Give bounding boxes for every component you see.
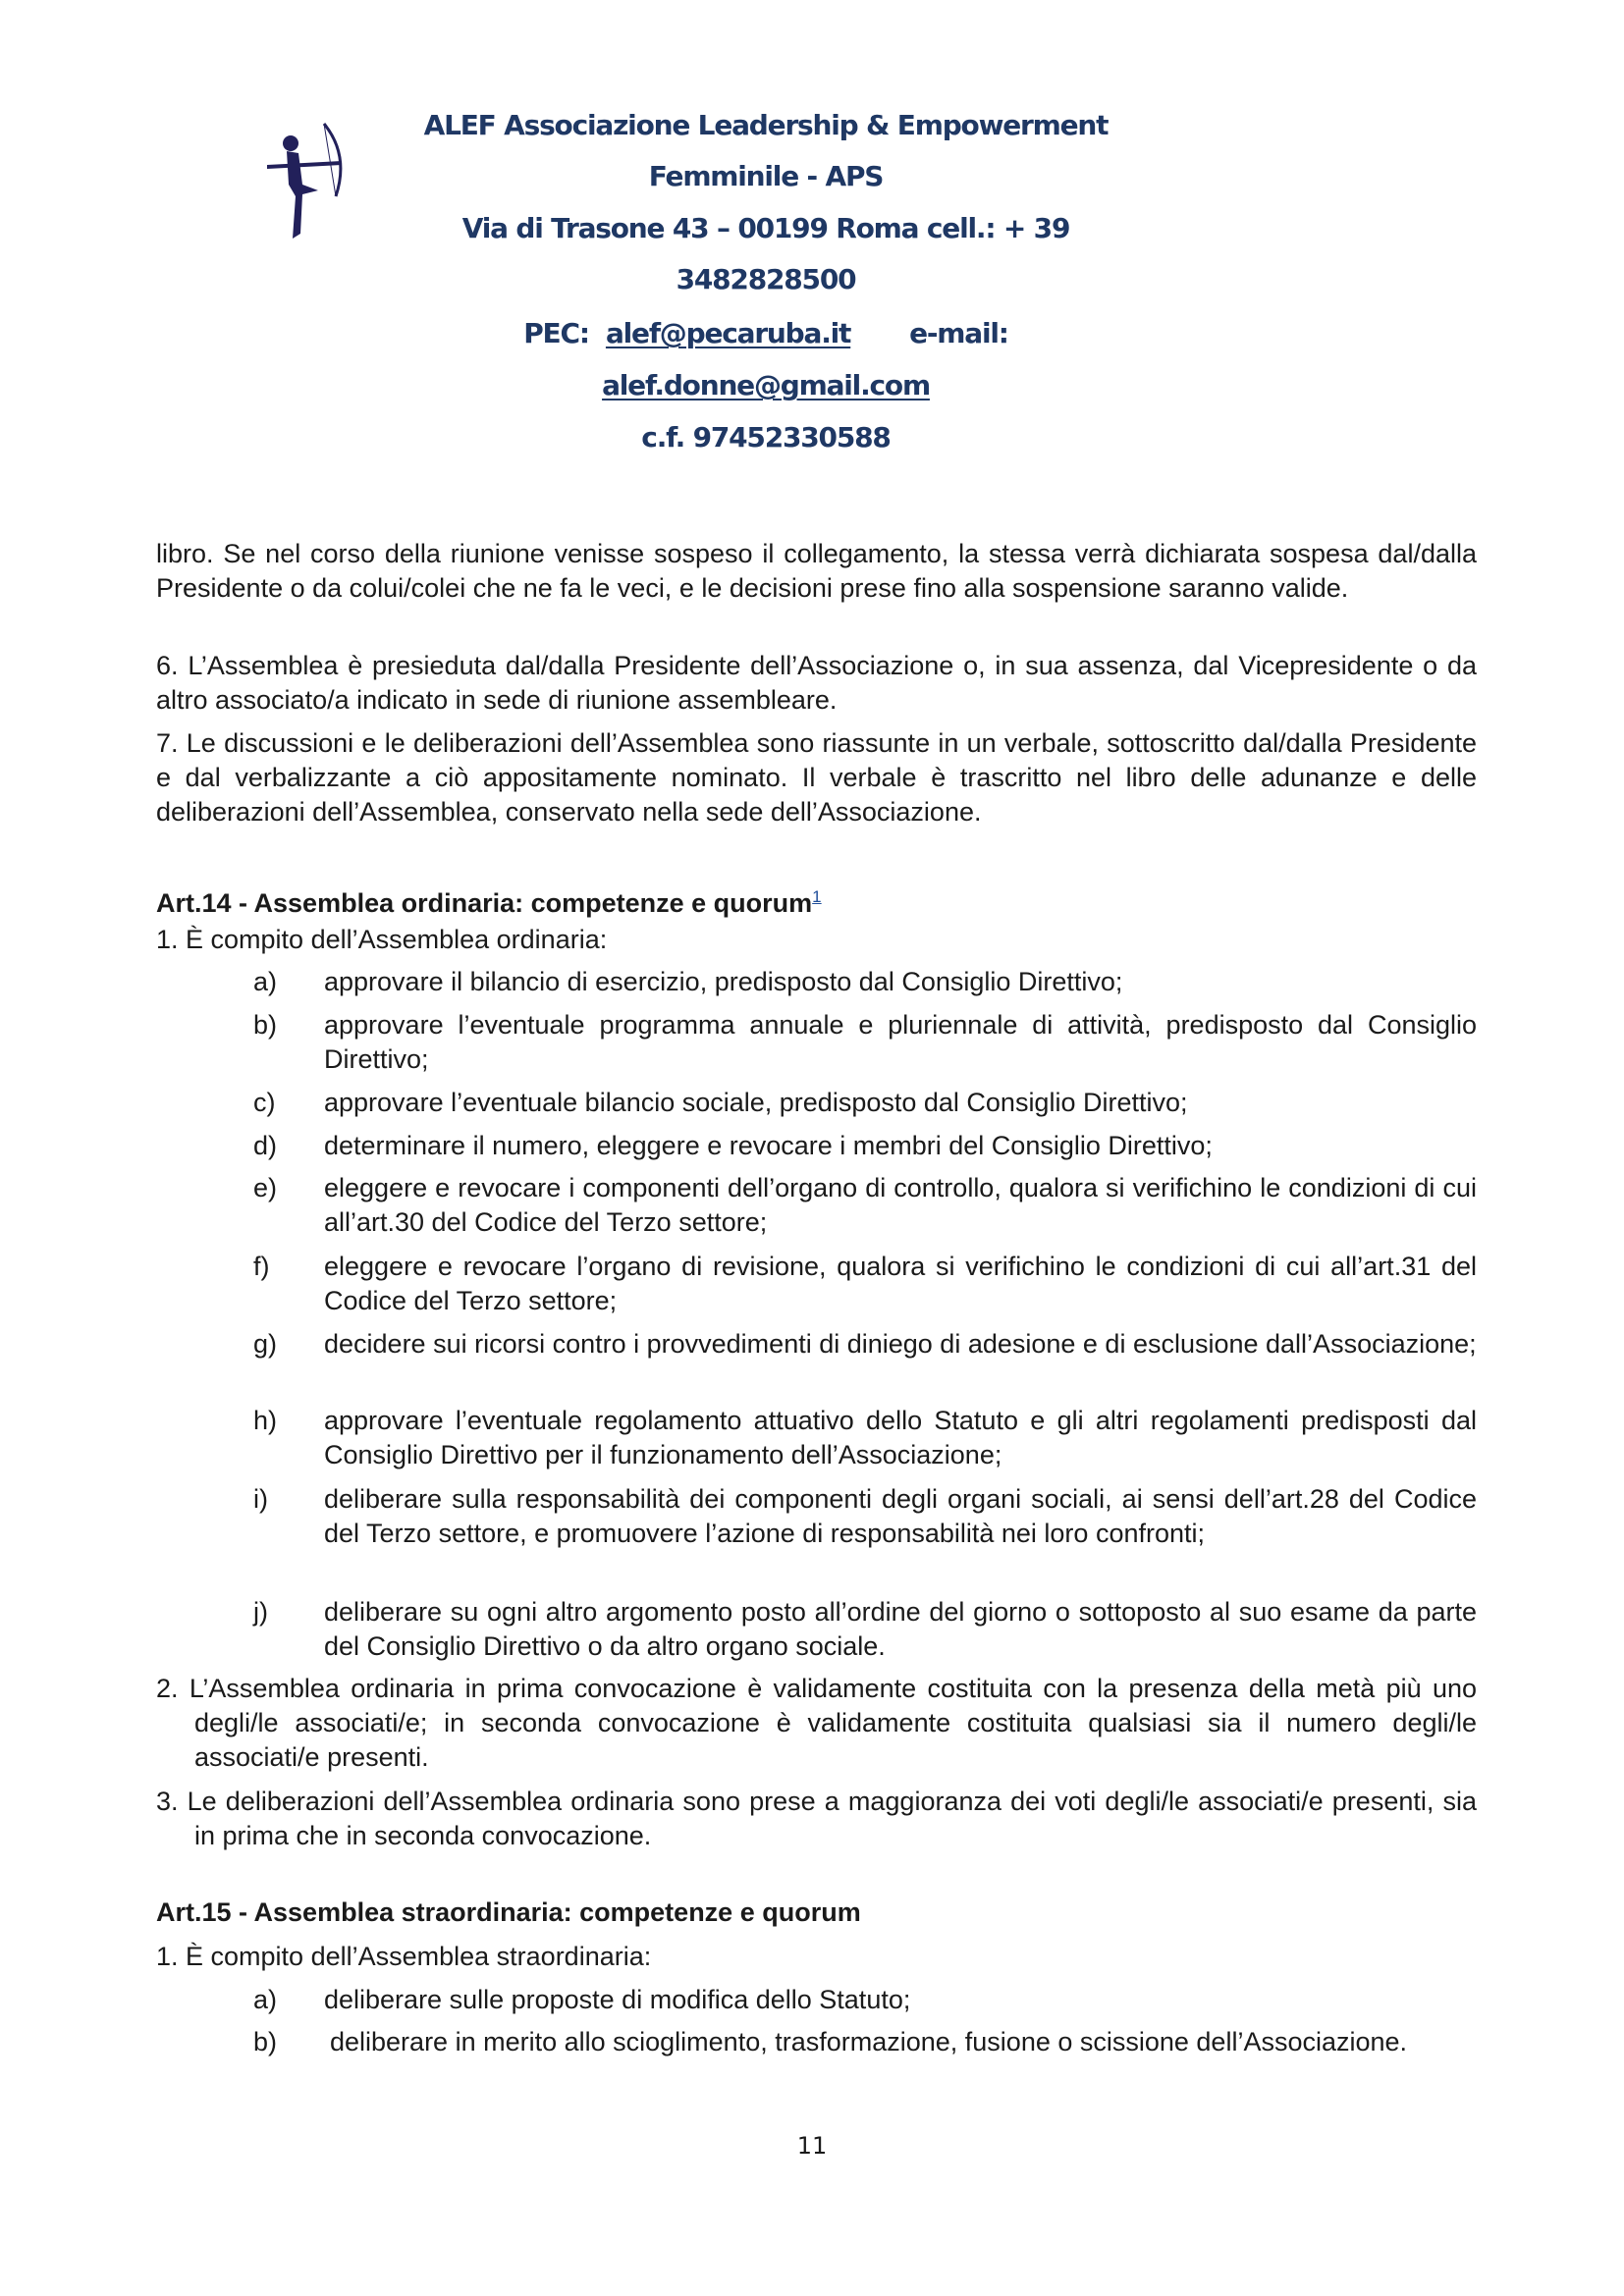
list-item-text: approvare l’eventuale regolamento attuativo dello Statuto e gli altri regolamenti predisposti dal Consiglio Direttivo per il funzionamento dell’Associazione; — [324, 1406, 1477, 1469]
archer-logo-icon — [263, 116, 352, 243]
art15-heading: Art.15 - Assemblea straordinaria: competenze e quorum — [156, 1897, 861, 1927]
list-item-label: a) — [253, 1985, 278, 2014]
list-item-label: b) — [253, 2027, 278, 2056]
art14-heading — [156, 880, 822, 921]
list-item-text: eleggere e revocare i componenti dell’organo di controllo, qualora si verifichino le condizioni di cui all’art.30 del Codice del Terzo settore; — [324, 1173, 1477, 1237]
list-item-text: deliberare su ogni altro argomento posto all’ordine del giorno o sottoposto al suo esame da parte del Consiglio Direttivo o da altro organo sociale. — [324, 1597, 1477, 1661]
art14-heading-text: Art.14 - Assemblea ordinaria: competenze e quorum — [156, 888, 813, 918]
art14-paragraph-3: 3. Le deliberazioni dell’Assemblea ordinaria sono prese a maggioranza dei voti degli/le associati/e presenti, sia in prima che in seconda convocazione. — [156, 1787, 1477, 1850]
list-item-text: eleggere e revocare l’organo di revisione, qualora si verifichino le condizioni di cui all’art.31 del Codice del Terzo settore; — [324, 1252, 1477, 1315]
list-item-text: approvare l’eventuale programma annuale e pluriennale di attività, predisposto dal Consiglio Direttivo; — [324, 1010, 1477, 1074]
list-item-text: deliberare in merito allo scioglimento, trasformazione, fusione o scissione dell’Associazione. — [330, 2027, 1408, 2056]
paragraph-continued: libro. Se nel corso della riunione venisse sospeso il collegamento, la stessa verrà dichiarata sospesa dal/dalla Presidente o da colui/colei che ne fa le veci, e le decisioni prese fino alla sospensione saranno valide. — [156, 539, 1477, 603]
email-link[interactable]: alef.donne@gmail.com — [602, 369, 930, 401]
list-item-label: d) — [253, 1131, 278, 1160]
list-item-text: decidere sui ricorsi contro i provvedimenti di diniego di adesione e di esclusione dall’Associazione; — [324, 1329, 1477, 1359]
list-item-label: h) — [253, 1406, 278, 1435]
address-line: Via di Trasone 43 – 00199 Roma cell.: + 39 — [461, 212, 1070, 244]
footnote-ref[interactable]: 1 — [812, 887, 822, 906]
list-item-label: f) — [253, 1252, 270, 1281]
pec-label: PEC: — [523, 317, 589, 349]
list-item-label: j) — [253, 1597, 268, 1627]
list-item-label: c) — [253, 1088, 276, 1117]
art14-intro: 1. È compito dell’Assemblea ordinaria: — [156, 925, 608, 954]
art15-intro: 1. È compito dell’Assemblea straordinaria: — [156, 1942, 652, 1971]
org-name-line2: Femminile - APS — [648, 160, 884, 192]
pec-line — [373, 314, 1159, 353]
email-line — [373, 366, 1159, 405]
list-item-label: g) — [253, 1329, 278, 1359]
email-label: e-mail: — [909, 317, 1008, 349]
tax-code: c.f. 97452330588 — [641, 421, 891, 454]
list-item-text: determinare il numero, eleggere e revocare i membri del Consiglio Direttivo; — [324, 1131, 1213, 1160]
list-item-label: a) — [253, 967, 278, 996]
pec-link[interactable]: alef@pecaruba.it — [605, 317, 851, 349]
list-item-text: deliberare sulle proposte di modifica dello Statuto; — [324, 1985, 911, 2014]
org-name-line1: ALEF Associazione Leadership & Empowerment — [423, 109, 1109, 141]
list-item-text: deliberare sulla responsabilità dei componenti degli organi sociali, ai sensi dell’art.28 del Codice del Terzo settore, e promuovere l’azione di responsabilità nei loro confronti; — [324, 1484, 1477, 1548]
list-item-label: b) — [253, 1010, 278, 1040]
list-item-label: i) — [253, 1484, 268, 1514]
paragraph-7: 7. Le discussioni e le deliberazioni dell’Assemblea sono riassunte in un verbale, sottoscritto dal/dalla Presidente e dal verbalizzante a ciò appositamente nominato. Il verbale è trascritto nel libro delle adunanze e delle deliberazioni dell’Assemblea, conservato nella sede dell’Associazione. — [156, 728, 1477, 827]
page-number: 11 — [796, 2132, 828, 2160]
paragraph-6: 6. L’Assemblea è presieduta dal/dalla Presidente dell’Associazione o, in sua assenza, dal Vicepresidente o da altro associato/a indicato in sede di riunione assembleare. — [156, 651, 1477, 715]
list-item-text: approvare il bilancio di esercizio, predisposto dal Consiglio Direttivo; — [324, 967, 1123, 996]
art14-paragraph-2: 2. L’Assemblea ordinaria in prima convocazione è validamente costituita con la presenza della metà più uno degli/le associati/e; in seconda convocazione è validamente costituita qualsiasi sia il numero degli/le associati/e presenti. — [156, 1674, 1477, 1772]
list-item-text: approvare l’eventuale bilancio sociale, predisposto dal Consiglio Direttivo; — [324, 1088, 1188, 1117]
phone-number: 3482828500 — [676, 263, 856, 295]
list-item-label: e) — [253, 1173, 278, 1202]
